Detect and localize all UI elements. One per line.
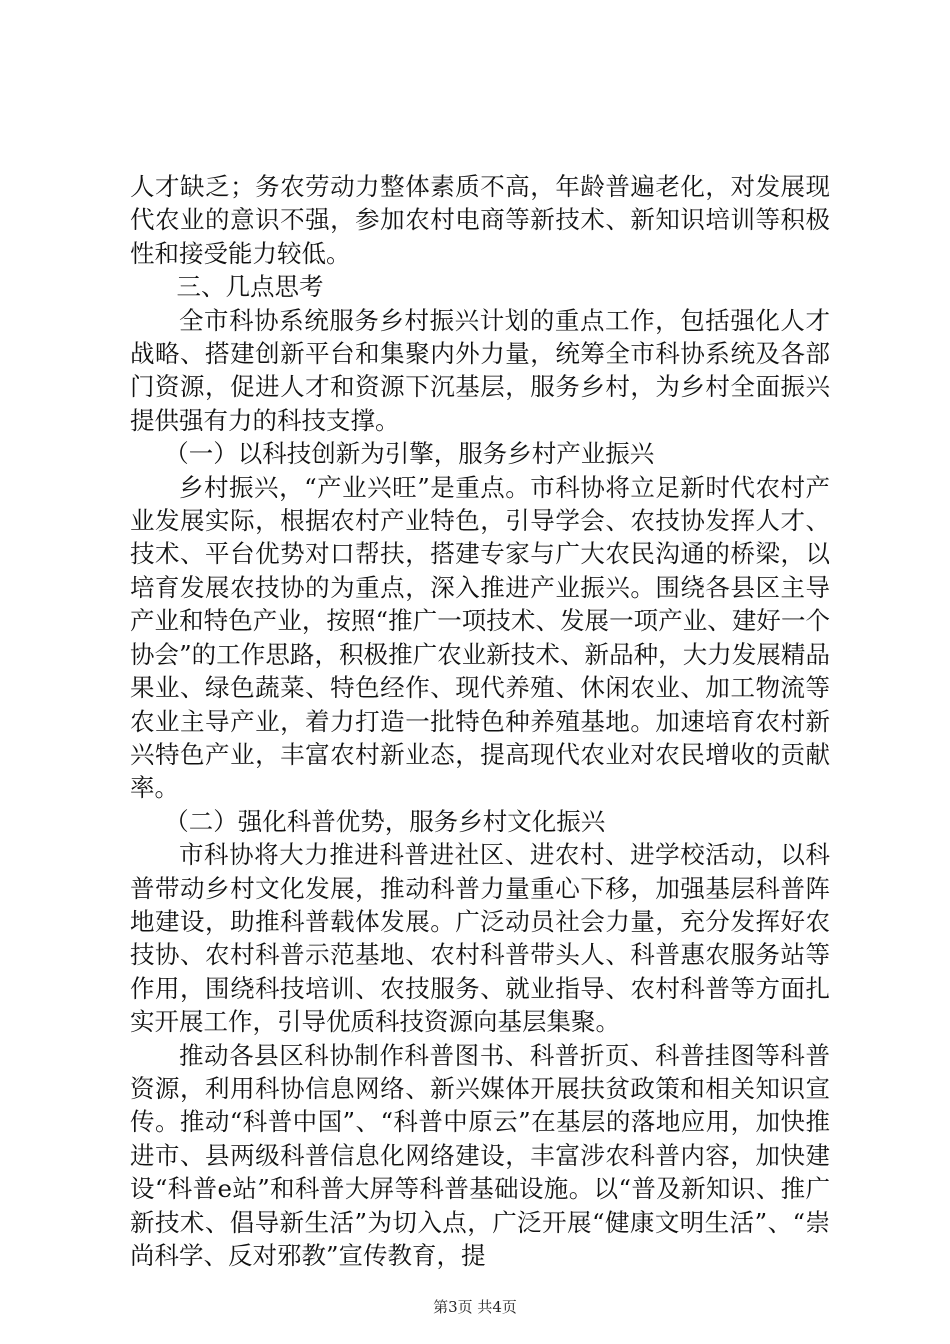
subheading-culture: （二）强化科普优势，服务乡村文化振兴 bbox=[164, 806, 606, 836]
page-footer: 第3页 共4页 bbox=[433, 1298, 517, 1316]
paragraph-industry: 乡村振兴，“产业兴旺”是重点。市科协将立足新时代农村产业发展实际，根据农村产业特色，引导学会、农技协发挥人才、技术、平台优势对口帮扶，搭建专家与广大农民沟通的桥梁，以培育发展农技协的为重点，深入推进产业振兴。围绕各县区主导产业和特色产业，按照“推广一项技术、发展一项产业、建好一个协会”的工作思路，积极推广农业新技术、新品种，大力发展精品果业、绿色蔬菜、特色经作、现代养殖、休闲农业、加工物流等农业主导产业，着力打造一批特色种养殖基地。加速培育农村新兴特色产业，丰富农村新业态，提高现代农业对农民增收的贡献率。 bbox=[130, 472, 830, 803]
paragraph-resources: 推动各县区科协制作科普图书、科普折页、科普挂图等科普资源，利用科协信息网络、新兴媒体开展扶贫政策和相关知识宣传。推动“科普中国”、“科普中原云”在基层的落地应用，加快推进市、县两级科普信息化网络建设，丰富涉农科普内容，加快建设“科普e站”和科普大屏等科普基础设施。以“普及新知识、推广新技术、倡导新生活”为切入点，广泛开展“健康文明生活”、“崇尚科学、反对邪教”宣传教育，提 bbox=[130, 1040, 830, 1270]
subheading-industry: （一）以科技创新为引擎，服务乡村产业振兴 bbox=[164, 439, 655, 469]
section-heading-3: 三、几点思考 bbox=[176, 272, 324, 302]
paragraph-continuation: 人才缺乏；务农劳动力整体素质不高，年龄普遍老化，对发展现代农业的意识不强，参加农村电商等新技术、新知识培训等积极性和接受能力较低。 bbox=[130, 172, 830, 268]
paragraph-intro: 全市科协系统服务乡村振兴计划的重点工作，包括强化人才战略、搭建创新平台和集聚内外力量，统筹全市科协系统及各部门资源，促进人才和资源下沉基层，服务乡村，为乡村全面振兴提供强有力的科技支撑。 bbox=[130, 305, 830, 435]
document-body bbox=[130, 170, 830, 1272]
paragraph-culture: 市科协将大力推进科普进社区、进农村、进学校活动，以科普带动乡村文化发展，推动科普力量重心下移，加强基层科普阵地建设，助推科普载体发展。广泛动员社会力量，充分发挥好农技协、农村科普示范基地、农村科普带头人、科普惠农服务站等作用，围绕科技培训、农技服务、就业指导、农村科普等方面扎实开展工作，引导优质科技资源向基层集聚。 bbox=[130, 840, 830, 1037]
